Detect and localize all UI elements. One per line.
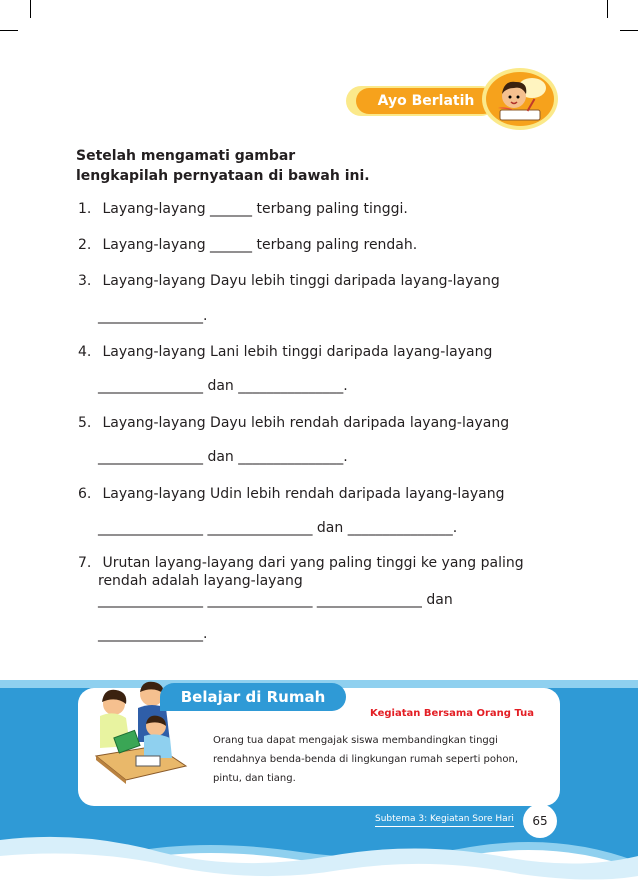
instruction-line-1: Setelah mengamati gambar — [76, 148, 296, 164]
question-5 — [78, 413, 509, 433]
question-7-line-2: rendah adalah layang-layang — [98, 573, 303, 589]
crop-mark — [607, 0, 608, 18]
question-text: Layang-layang ______ terbang paling rendah. — [102, 237, 418, 253]
question-7 — [78, 553, 524, 573]
answer-blank-7b[interactable]: _______________. — [98, 626, 208, 642]
ayo-berlatih-badge — [340, 80, 560, 140]
question-text: Urutan layang-layang dari yang paling tinggi ke yang paling — [102, 555, 524, 571]
crop-mark — [0, 30, 18, 31]
home-activity-text: Orang tua dapat mengajak siswa membandingkan tinggi rendahnya benda-benda di lingkungan rumah seperti pohon, pintu, dan tiang. — [213, 735, 518, 784]
belajar-di-rumah-tab: Belajar di Rumah — [160, 683, 346, 711]
instruction — [76, 146, 370, 186]
question-6 — [78, 484, 504, 504]
question-text: Layang-layang ______ terbang paling tinggi. — [102, 201, 408, 217]
ayo-berlatih-label: Ayo Berlatih — [356, 88, 496, 114]
question-1 — [78, 199, 408, 219]
answer-blank-7[interactable]: _______________ _______________ _______________ dan — [98, 592, 453, 608]
question-number: 2. — [78, 237, 92, 253]
page-number: 65 — [523, 804, 557, 838]
question-number: 5. — [78, 415, 92, 431]
answer-blank-6[interactable]: _______________ _______________ dan _______________. — [98, 520, 458, 536]
question-text: Layang-layang Dayu lebih rendah daripada layang-layang — [102, 415, 510, 431]
question-number: 6. — [78, 486, 92, 502]
question-number: 3. — [78, 273, 92, 289]
kegiatan-heading: Kegiatan Bersama Orang Tua — [370, 708, 535, 719]
question-number: 4. — [78, 344, 92, 360]
answer-blank-5[interactable]: _______________ dan _______________. — [98, 449, 348, 465]
answer-blank-3[interactable]: _______________. — [98, 308, 208, 324]
subtema-label: Subtema 3: Kegiatan Sore Hari — [375, 814, 514, 827]
question-text: Layang-layang Dayu lebih tinggi daripada layang-layang — [102, 273, 500, 289]
question-3 — [78, 271, 500, 291]
crop-mark — [620, 30, 638, 31]
child-writing-icon — [480, 66, 560, 132]
answer-blank-4[interactable]: _______________ dan _______________. — [98, 378, 348, 394]
crop-mark — [30, 0, 31, 18]
question-text: Layang-layang Udin lebih rendah daripada layang-layang — [102, 486, 505, 502]
question-4 — [78, 342, 492, 362]
question-text: Layang-layang Lani lebih tinggi daripada layang-layang — [102, 344, 493, 360]
question-2 — [78, 235, 417, 255]
question-number: 1. — [78, 201, 92, 217]
instruction-line-2: lengkapilah pernyataan di bawah ini. — [76, 168, 370, 184]
question-number: 7. — [78, 555, 92, 571]
